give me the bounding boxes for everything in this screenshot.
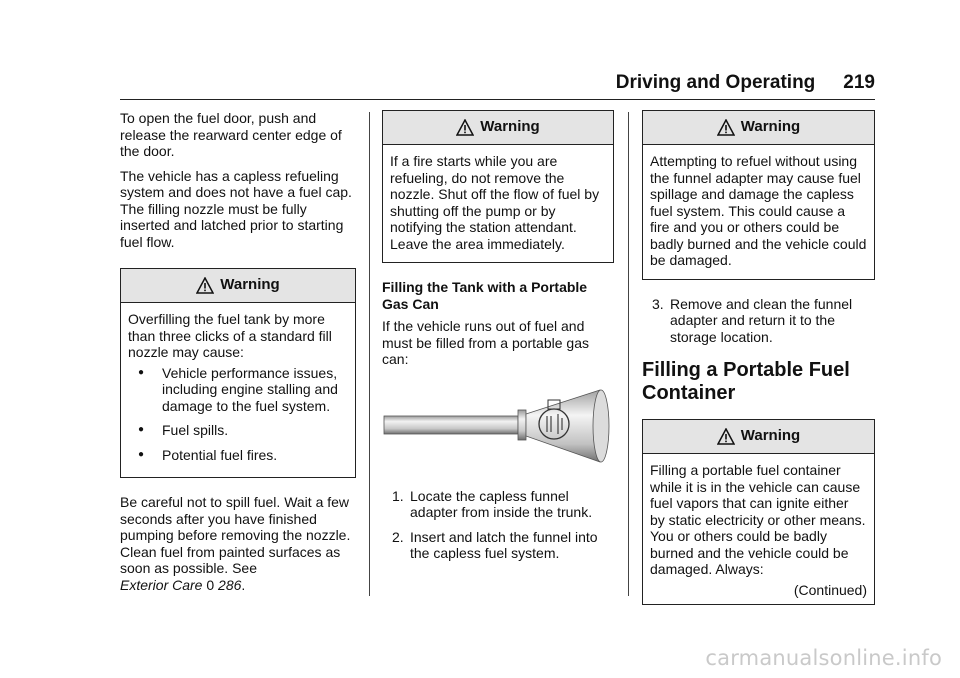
step-number: 2. xyxy=(392,528,404,545)
steps-list xyxy=(642,296,875,346)
step-text: Insert and latch the funnel into the capless fuel system. xyxy=(410,528,598,561)
column-divider-1 xyxy=(369,112,370,596)
warning-header xyxy=(121,269,355,303)
overfill-warning-box xyxy=(120,268,356,478)
list-item xyxy=(642,296,875,346)
section-heading: Filling a Portable Fuel Container xyxy=(642,359,850,404)
warning-icon xyxy=(717,119,735,136)
funnel-adapter-illustration xyxy=(382,380,614,470)
watermark: carmanualsonline.info xyxy=(705,646,942,670)
bullet-text: Vehicle performance issues, including engine stalling and damage to the fuel system. xyxy=(162,364,338,414)
portable-container-warning-box xyxy=(642,419,875,605)
header-rule xyxy=(120,99,875,100)
list-item xyxy=(128,365,348,415)
fuel-door-paragraph: To open the fuel door, push and release the rearward center edge of the door. xyxy=(120,110,342,159)
warning-title: Warning xyxy=(740,427,801,445)
column-1 xyxy=(120,110,356,601)
funnel-warning-box xyxy=(642,110,875,280)
fire-warning-box xyxy=(382,110,614,263)
gas-can-paragraph: If the vehicle runs out of fuel and must be filled from a portable gas can: xyxy=(382,318,589,367)
warning-icon xyxy=(456,119,474,136)
xref-page-number[interactable]: 286 xyxy=(218,576,242,593)
spill-paragraph xyxy=(120,494,356,593)
list-item xyxy=(382,488,614,521)
column-3 xyxy=(642,110,875,621)
bullet-text: Potential fuel fires. xyxy=(162,446,278,463)
warning-intro: Overfilling the fuel tank by more than three clicks of a standard fill nozzle may cause: xyxy=(128,311,332,360)
spill-text: Be careful not to spill fuel. Wait a few seconds after you have finished pumping before removing the nozzle. Clean fuel from painted surfaces as soon as possible. See xyxy=(120,494,351,576)
column-2 xyxy=(382,110,614,570)
bullet-icon: ● xyxy=(138,424,145,435)
warning-header xyxy=(383,111,613,145)
warning-icon xyxy=(196,277,214,294)
list-item xyxy=(382,529,614,562)
continued-label: (Continued) xyxy=(793,581,867,598)
warning-body xyxy=(383,145,613,262)
step-text: Locate the capless funnel adapter from inside the trunk. xyxy=(410,487,593,520)
steps-list xyxy=(382,488,614,562)
list-item xyxy=(128,447,348,464)
section-title: Driving and Operating xyxy=(615,72,816,93)
warning-text: Attempting to refuel without using the funnel adapter may cause fuel spillage and damage the capless fuel system. This could cause a fire and you or others could be badly burned and the vehicle could be damaged. xyxy=(650,153,867,268)
warning-text: If a fire starts while you are refueling, do not remove the nozzle. Shut off the flow of fuel by shutting off the pump or by notifying the station attendant. Leave the area immediately. xyxy=(390,153,600,252)
bullet-icon: ● xyxy=(138,448,145,460)
warning-body xyxy=(121,303,355,477)
warning-body xyxy=(643,454,874,604)
exterior-care-link[interactable]: Exterior Care xyxy=(120,576,203,593)
warning-title: Warning xyxy=(220,276,280,294)
warning-body xyxy=(643,145,874,279)
column-divider-2 xyxy=(628,112,629,596)
capless-paragraph: The vehicle has a capless refueling system and does not have a fuel cap. The filling nozzle must be fully inserted and latched prior to starting fuel flow. xyxy=(120,167,352,250)
warning-title: Warning xyxy=(480,118,540,136)
warning-text: Filling a portable fuel container while it is in the vehicle can cause fuel vapors that can ignite either by static electricity or other means. You or others could be badly burned and the vehicle could be damaged. Always: xyxy=(650,462,866,577)
step-number: 1. xyxy=(392,487,404,504)
step-number: 3. xyxy=(652,295,664,312)
warning-title: Warning xyxy=(740,118,801,136)
warning-header xyxy=(643,420,874,454)
warning-header xyxy=(643,111,874,145)
page-ref-icon: 0 xyxy=(206,576,215,593)
warning-icon xyxy=(717,428,735,445)
gas-can-subheading: Filling the Tank with a Portable Gas Can xyxy=(382,279,588,312)
bullet-text: Fuel spills. xyxy=(162,422,229,438)
bullet-icon: ● xyxy=(138,366,145,378)
warning-bullet-list xyxy=(128,365,348,464)
page-header xyxy=(0,70,875,96)
list-item xyxy=(128,422,348,439)
page-number: 219 xyxy=(843,72,875,93)
step-text: Remove and clean the funnel adapter and return it to the storage location. xyxy=(670,295,853,345)
xref-period: . xyxy=(241,576,246,593)
